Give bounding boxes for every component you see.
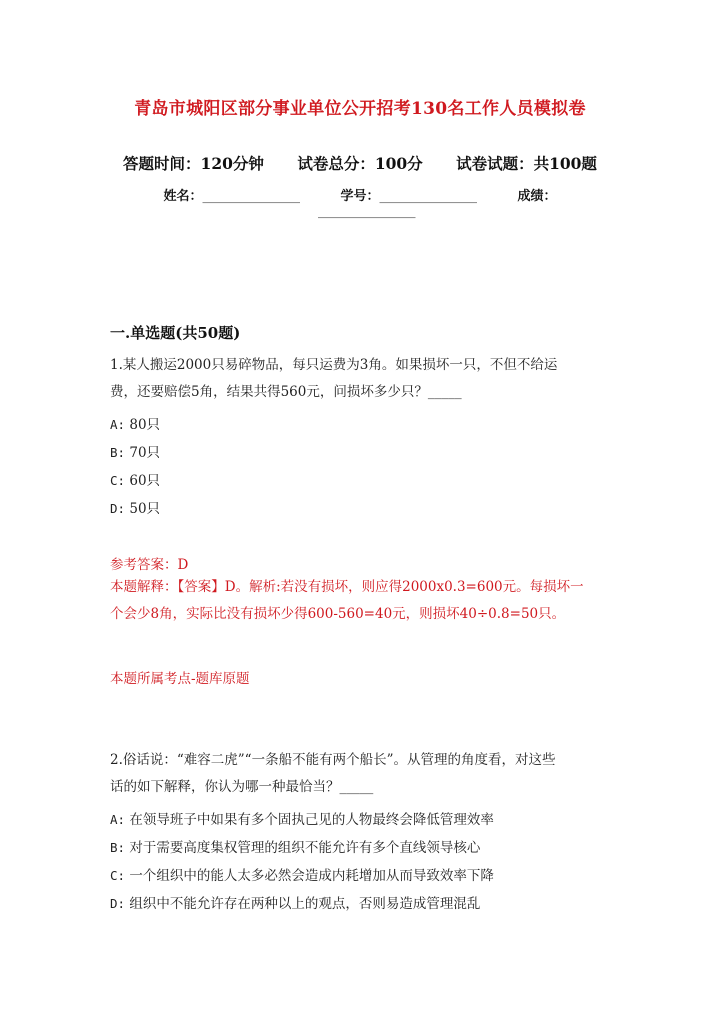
question-1-option-b (110, 441, 160, 461)
question-2-text (110, 747, 615, 801)
name-blank: _______________ (202, 189, 300, 204)
option-key: D: (110, 501, 126, 516)
id-label: 学号： (340, 189, 380, 204)
question-1-option-c (110, 469, 160, 489)
option-text: 一个组织中的能人太多必然会造成内耗增加从而导致效率下降 (129, 868, 494, 884)
question-1-point: 本题所属考点-题库原题 (110, 671, 250, 687)
option-text: 60只 (129, 473, 161, 489)
question-1-line-1: 1.某人搬运2000只易碎物品，每只运费为3角。如果损坏一只，不但不给运 (110, 357, 558, 373)
question-1-line-2: 费，还要赔偿5角，结果共得560元，问损坏多少只？_____ (110, 384, 462, 400)
option-key: A: (110, 417, 126, 432)
question-2-line-1: 2.俗话说：“难容二虎”“一条船不能有两个船长”。从管理的角度看，对这些 (110, 752, 556, 768)
score-field (518, 189, 557, 204)
exam-time: 答题时间：120分钟 (123, 154, 264, 173)
question-1-explanation (110, 574, 615, 628)
option-text: 50只 (129, 501, 161, 517)
option-key: C: (110, 868, 126, 883)
question-1-text (110, 352, 615, 406)
option-key: D: (110, 896, 126, 911)
question-2-line-2: 话的如下解释，你认为哪一种最恰当？_____ (110, 779, 374, 795)
name-field (163, 189, 300, 204)
option-key: B: (110, 445, 126, 460)
explanation-line-1: 本题解释：【答案】D。解析:若没有损坏，则应得2000x0.3=600元。每损坏一 (110, 579, 584, 595)
score-label: 成绩： (517, 189, 557, 204)
option-key: B: (110, 840, 126, 855)
option-key: A: (110, 812, 126, 827)
question-2-option-d (110, 892, 480, 912)
explanation-line-2: 个会少8角，实际比没有损坏少得600-560=40元，则损坏40÷0.8=50只。 (110, 606, 566, 622)
section-title: 一.单选题(共50题) (110, 324, 241, 342)
option-key: C: (110, 473, 126, 488)
option-text: 对于需要高度集权管理的组织不能允许有多个直线领导核心 (129, 840, 481, 856)
question-1-option-a (110, 413, 160, 433)
option-text: 70只 (129, 445, 161, 461)
option-text: 80只 (129, 417, 161, 433)
exam-meta (0, 152, 720, 174)
score-blank: _______________ (318, 204, 416, 219)
question-1-answer: 参考答案：D (110, 557, 189, 573)
option-text: 组织中不能允许存在两种以上的观点，否则易造成管理混乱 (129, 896, 481, 912)
option-text: 在领导班子中如果有多个固执己见的人物最终会降低管理效率 (129, 812, 494, 828)
question-2-option-b (110, 836, 480, 856)
question-2-option-a (110, 808, 494, 828)
question-1-option-d (110, 497, 160, 517)
name-label: 姓名： (163, 189, 203, 204)
exam-total-score: 试卷总分：100分 (297, 154, 423, 173)
id-field (340, 189, 477, 204)
id-blank: _______________ (379, 189, 477, 204)
question-2-option-c (110, 864, 494, 884)
exam-question-count: 试卷试题：共100题 (456, 154, 597, 173)
student-fields (0, 185, 720, 204)
exam-title: 青岛市城阳区部分事业单位公开招考130名工作人员模拟卷 (134, 99, 586, 119)
